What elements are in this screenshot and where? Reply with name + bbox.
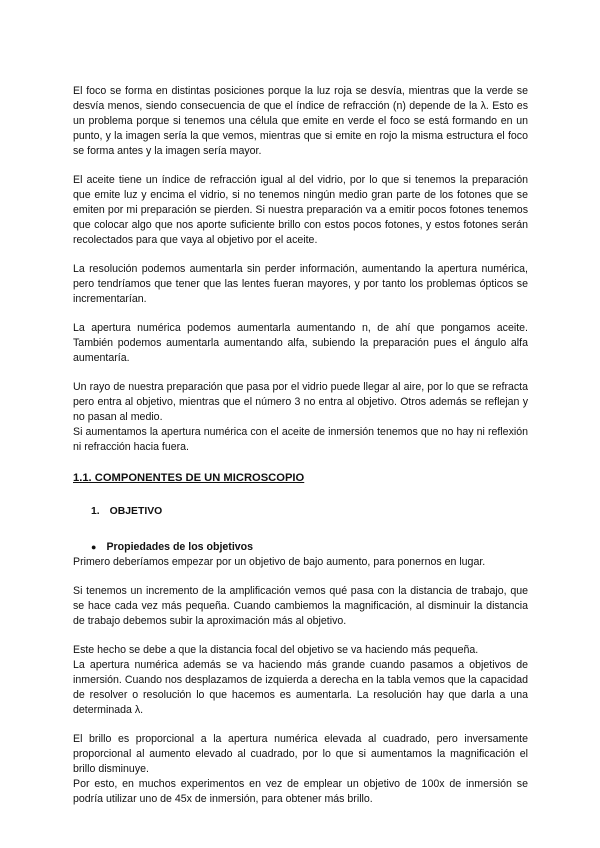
paragraph-brightness: El brillo es proporcional a la apertura numérica elevada al cuadrado, pero inversamente proporcional al aumento elevado al cuadrado, por lo que si aumentamos la magnificación el brillo disminuye.: [73, 733, 528, 775]
paragraph-numerical-aperture: La apertura numérica podemos aumentarla aumentando n, de ahí que pongamos aceite. También podemos aumentarla aumentando alfa, subiendo la preparación pues el ángulo alfa aumentaría.: [73, 322, 528, 364]
paragraph-resolution: La resolución podemos aumentarla sin perder información, aumentando la apertura numérica, pero tendríamos que tener que las lentes fueran mayores, y por tanto los problemas ópticos se incrementarían.: [73, 263, 528, 305]
paragraph-experiments: Por esto, en muchos experimentos en vez de emplear un objetivo de 100x de inmersión se podría utilizar uno de 45x de inmersión, para obtener más brillo.: [73, 778, 528, 805]
bullet-icon: ●: [91, 542, 97, 552]
paragraph-immersion-oil-effect: Si aumentamos la apertura numérica con el aceite de inmersión tenemos que no hay ni reflexión ni refracción hacia fuera.: [73, 426, 528, 453]
paragraph-oil-immersion: El aceite tiene un índice de refracción igual al del vidrio, por lo que si tenemos la preparación que emite luz y encima el vidrio, si no tenemos ningún medio gran parte de los fotones que se emiten por mi preparación se pierden. Si nuestra preparación va a emitir pocos fotones tenemos que colocar algo que nos aporte suficiente brillo con estos pocos fotones, y estos fotones serán recolectados para que vaya al objetivo por el aceite.: [73, 174, 528, 246]
bullet-title: Propiedades de los objetivos: [106, 541, 254, 553]
paragraph-working-distance: Si tenemos un incremento de la amplificación vemos qué pasa con la distancia de trabajo, que se hace cada vez más pequeña. Cuando cambiemos la magnificación, al disminuir la distancia de trabajo debemos subir la aproximación más al objetivo.: [73, 585, 528, 627]
subsection-heading: [91, 504, 528, 519]
paragraph-aperture-immersion: La apertura numérica además se va haciendo más grande cuando pasamos a objetivos de inmersión. Cuando nos desplazamos de izquierda a derecha en la tabla vemos que la capacidad de resolver o resolución lo que hacemos es aumentarla. La resolución hay que darla a una determinada λ.: [73, 659, 528, 716]
document-body: [73, 84, 528, 821]
paragraph-focal-distance: Este hecho se debe a que la distancia focal del objetivo se va haciendo más pequeña.: [73, 644, 479, 656]
paragraph-ray-refraction: Un rayo de nuestra preparación que pasa por el vidrio puede llegar al aire, por lo que se refracta pero entra al objetivo, mientras que el número 3 no entra al objetivo. Otros además se reflejan y no pasan al medio.: [73, 381, 528, 423]
subsection-number: 1.: [91, 506, 100, 517]
paragraph-chromatic-focus: El foco se forma en distintas posiciones porque la luz roja se desvía, mientras que la verde se desvía menos, siendo consecuencia de que el índice de refracción (n) depende de la λ. Esto es un problema porque si tenemos una célula que emite en verde el foco se está formando en un punto, y la imagen sería la que vemos, mientras que si emite en rojo la misma estructura el foco se forma antes y la imagen sería mayor.: [73, 85, 528, 157]
section-heading: 1.1. COMPONENTES DE UN MICROSCOPIO: [73, 472, 305, 484]
subsection-title: OBJETIVO: [109, 506, 163, 517]
paragraph-low-magnification: Primero deberíamos empezar por un objetivo de bajo aumento, para ponernos en lugar.: [73, 556, 486, 568]
bullet-heading: [91, 540, 528, 555]
